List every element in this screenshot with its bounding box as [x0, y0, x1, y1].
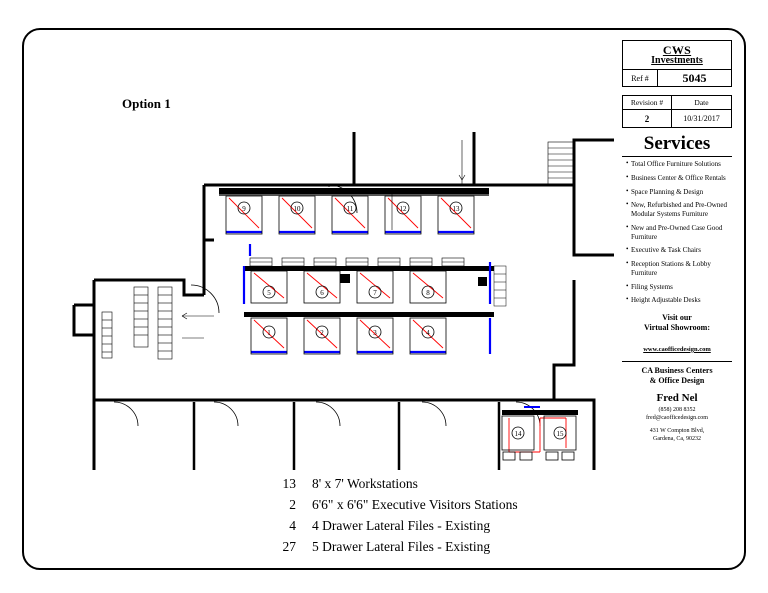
- svg-text:5: 5: [267, 289, 271, 297]
- address-line-2: Gardena, Ca, 90232: [653, 436, 701, 443]
- svg-text:10: 10: [293, 205, 301, 213]
- visit-line-2: Virtual Showroom:: [644, 323, 710, 333]
- contact-email[interactable]: fred@caofficedesign.com: [646, 414, 708, 421]
- date-value: 10/31/2017: [683, 114, 720, 123]
- service-item: • New and Pre-Owned Case Good Furniture: [626, 224, 728, 242]
- schedule-desc: 8' x 7' Workstations: [312, 476, 418, 491]
- svg-text:2: 2: [320, 329, 324, 337]
- logo-line-2: Investments: [651, 55, 703, 66]
- option-label: Option 1: [122, 96, 171, 111]
- workstation-numbers-top: [242, 205, 460, 213]
- reference-field: [622, 70, 732, 87]
- ref-label: Ref #: [623, 70, 658, 86]
- svg-text:12: 12: [399, 205, 407, 213]
- svg-text:7: 7: [373, 289, 377, 297]
- schedule-qty: 13: [282, 476, 296, 491]
- contact-name: Fred Nel: [656, 391, 698, 404]
- workstation-numbers-middle: [267, 289, 430, 297]
- service-item: • Business Center & Office Rentals: [626, 174, 728, 183]
- schedule-desc: 4 Drawer Lateral Files - Existing: [312, 517, 491, 533]
- workstation-row-lower: [244, 244, 494, 354]
- furniture-schedule: [254, 474, 634, 558]
- company-line-1: CA Business Centers: [641, 365, 713, 375]
- website-link[interactable]: www.caofficedesign.com: [643, 345, 711, 353]
- schedule-row: [254, 474, 634, 495]
- svg-text:8: 8: [426, 289, 430, 297]
- revision-header: Revision #: [623, 96, 672, 109]
- revision-value: 2: [623, 110, 672, 127]
- svg-text:9: 9: [242, 205, 246, 213]
- revision-table-row: [623, 110, 731, 127]
- workstation-row-middle: [244, 258, 494, 303]
- contact-details: [622, 406, 732, 422]
- date-header: Date: [694, 98, 709, 107]
- service-item: • Total Office Furniture Solutions: [626, 160, 728, 169]
- revision-table-header: [623, 96, 731, 110]
- logo-line-1: CWS: [662, 43, 692, 57]
- company-line-2: & Office Design: [649, 375, 705, 385]
- service-item: • Height Adjustable Desks: [626, 296, 728, 305]
- svg-text:13: 13: [452, 205, 460, 213]
- schedule-row: [254, 537, 634, 558]
- schedule-desc: 5 Drawer Lateral Files - Existing: [312, 538, 491, 554]
- schedule-row: [254, 516, 634, 537]
- schedule-qty: 2: [289, 496, 296, 512]
- workstation-row-top: [219, 188, 489, 234]
- company-name: [622, 366, 732, 386]
- services-list: [622, 160, 732, 305]
- schedule-row: [254, 495, 634, 516]
- visitor-station-numbers: [515, 430, 565, 438]
- schedule-qty: 27: [282, 538, 296, 554]
- schedule-desc: 6'6" x 6'6" Executive Visitors Stations: [312, 496, 518, 512]
- revision-table: [622, 95, 732, 128]
- drawing-sheet: [22, 28, 746, 570]
- floor-plan: [54, 80, 624, 470]
- service-item: • New, Refurbished and Pre-Owned Modular Systems Furniture: [626, 201, 728, 219]
- service-item: • Executive & Task Chairs: [626, 246, 728, 255]
- workstation-numbers-lower: [267, 329, 430, 337]
- service-item: • Reception Stations & Lobby Furniture: [626, 260, 728, 278]
- schedule-qty: 4: [289, 517, 296, 533]
- svg-text:15: 15: [556, 430, 564, 438]
- svg-text:1: 1: [267, 329, 271, 337]
- title-block: [622, 40, 732, 556]
- svg-text:3: 3: [373, 329, 377, 337]
- visit-line-1: Visit our: [662, 313, 692, 322]
- svg-text:4: 4: [426, 329, 430, 337]
- title-block-divider: [622, 361, 732, 362]
- contact-phone: (858) 208 8352: [658, 406, 696, 413]
- company-address: [622, 427, 732, 443]
- service-item: • Space Planning & Design: [626, 188, 728, 197]
- showroom-callout: [622, 313, 732, 334]
- address-line-1: 431 W Compton Blvd,: [649, 427, 705, 434]
- service-item: • Filing Systems: [626, 283, 728, 292]
- services-title: Services: [622, 133, 732, 157]
- floor-plan-svg: [54, 80, 624, 470]
- svg-text:11: 11: [346, 205, 354, 213]
- svg-text:14: 14: [514, 430, 522, 438]
- visitor-stations: [502, 407, 578, 460]
- ref-value: 5045: [682, 70, 707, 85]
- company-logo: [622, 40, 732, 70]
- svg-text:6: 6: [320, 289, 324, 297]
